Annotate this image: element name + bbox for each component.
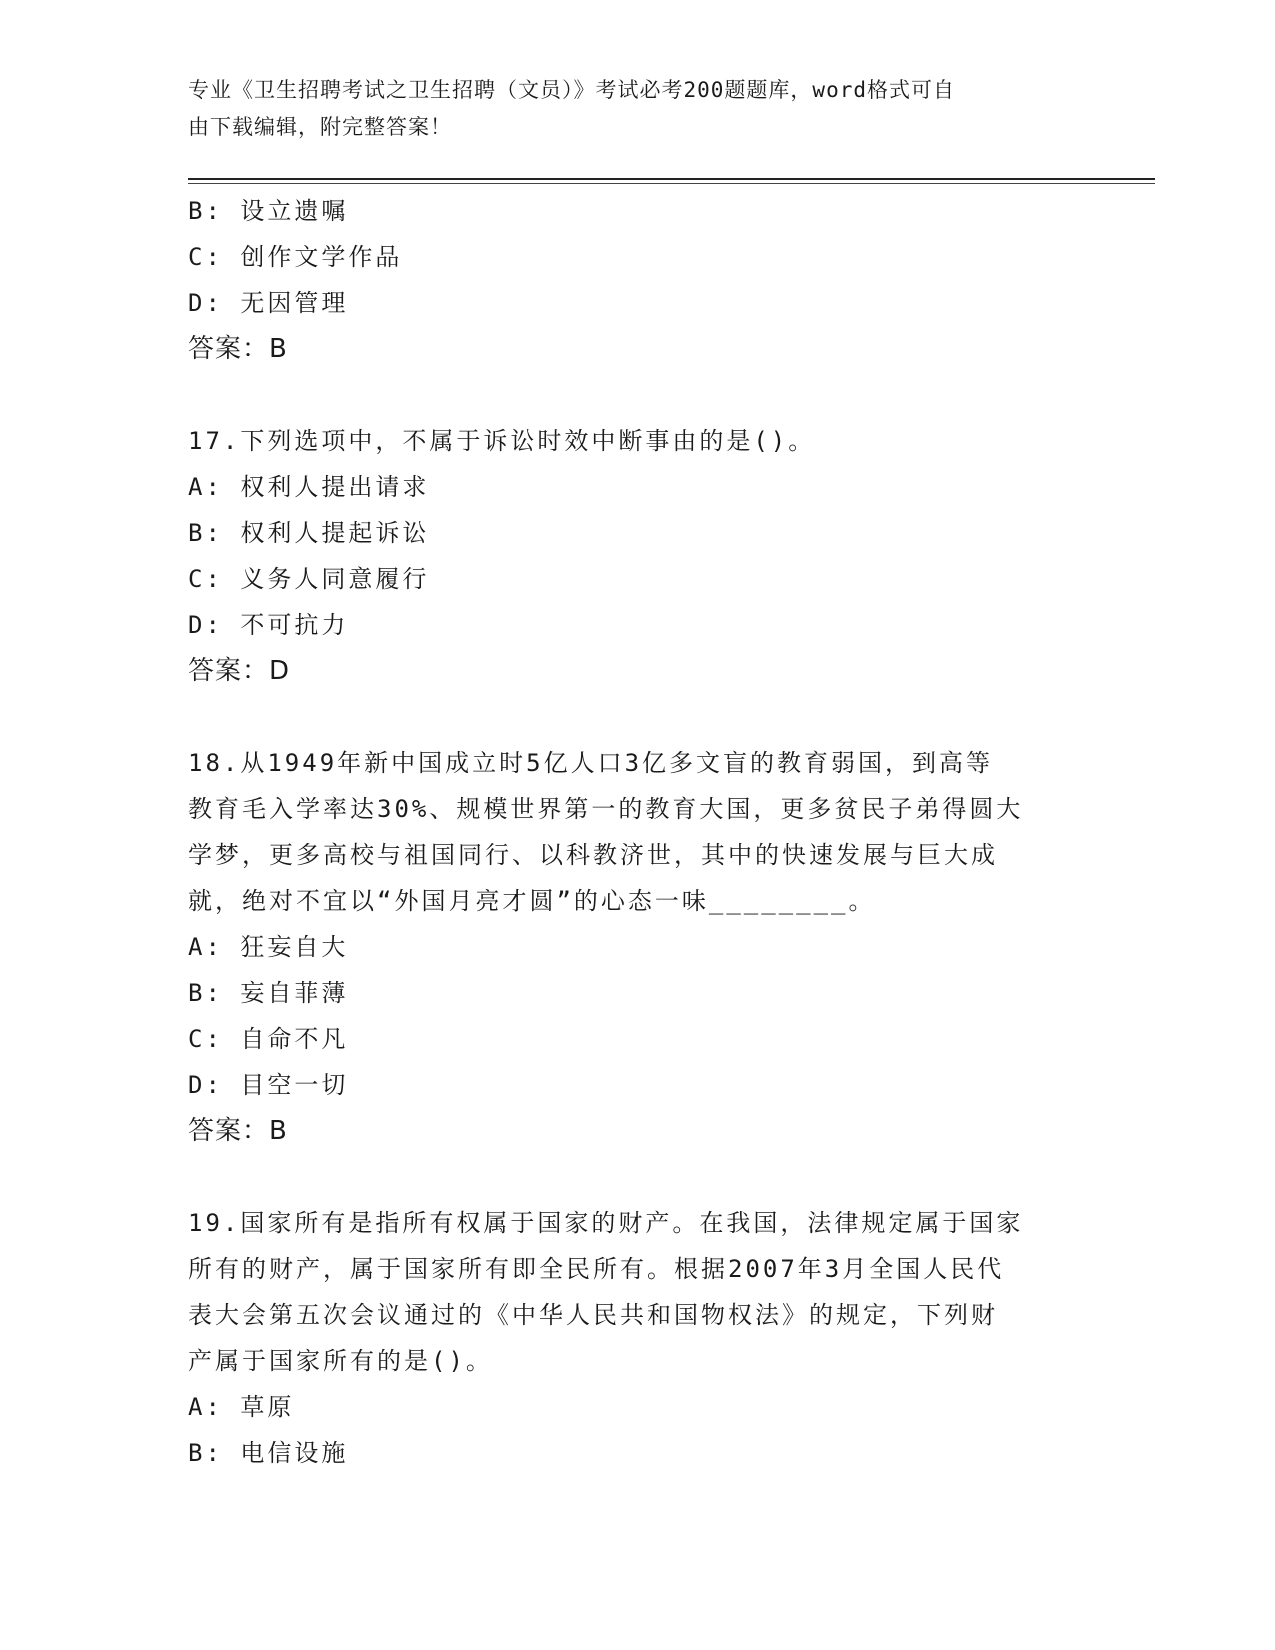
option-b: B: 电信设施: [188, 1439, 349, 1467]
question-stem-line: 18.从1949年新中国成立时5亿人口3亿多文盲的教育弱国，到高等: [188, 749, 994, 777]
option-c: C: 创作文学作品: [188, 243, 403, 271]
option-d: D: 无因管理: [188, 289, 349, 317]
question-16-tail: [188, 188, 1088, 372]
header-divider-thick: [188, 178, 1155, 180]
option-b: B: 权利人提起诉讼: [188, 519, 430, 547]
question-stem: 17.下列选项中，不属于诉讼时效中断事由的是()。: [188, 427, 816, 455]
option-a: A: 权利人提出请求: [188, 473, 430, 501]
option-b: B: 设立遗嘱: [188, 197, 349, 225]
option-a: A: 草原: [188, 1393, 295, 1421]
answer-label: 答案：D: [188, 656, 291, 686]
spacer: [188, 694, 1088, 740]
document-header: [188, 72, 1068, 146]
question-stem-line: 19.国家所有是指所有权属于国家的财产。在我国，法律规定属于国家: [188, 1209, 1024, 1237]
question-content: [188, 188, 1088, 1476]
question-18: [188, 740, 1088, 1154]
question-17: [188, 418, 1088, 694]
option-d: D: 不可抗力: [188, 611, 349, 639]
question-19: [188, 1200, 1088, 1476]
header-title-line-1: 专业《卫生招聘考试之卫生招聘（文员）》考试必考200题题库，word格式可自: [188, 78, 955, 102]
header-divider-thin: [188, 183, 1155, 184]
question-stem-line: 就，绝对不宜以“外国月亮才圆”的心态一味________。: [188, 887, 876, 915]
option-b: B: 妄自菲薄: [188, 979, 349, 1007]
spacer: [188, 372, 1088, 418]
question-stem-line: 产属于国家所有的是()。: [188, 1347, 493, 1375]
option-c: C: 义务人同意履行: [188, 565, 430, 593]
question-stem-line: 教育毛入学率达30%、规模世界第一的教育大国，更多贫民子弟得圆大: [188, 795, 1024, 823]
option-d: D: 目空一切: [188, 1071, 349, 1099]
answer-label: 答案：B: [188, 334, 288, 364]
question-stem-line: 学梦，更多高校与祖国同行、以科教济世，其中的快速发展与巨大成: [188, 841, 998, 869]
option-a: A: 狂妄自大: [188, 933, 349, 961]
option-c: C: 自命不凡: [188, 1025, 349, 1053]
header-title-line-2: 由下载编辑，附完整答案！: [188, 115, 452, 139]
question-stem-line: 表大会第五次会议通过的《中华人民共和国物权法》的规定，下列财: [188, 1301, 998, 1329]
question-stem-line: 所有的财产，属于国家所有即全民所有。根据2007年3月全国人民代: [188, 1255, 1005, 1283]
answer-label: 答案：B: [188, 1116, 288, 1146]
spacer: [188, 1154, 1088, 1200]
